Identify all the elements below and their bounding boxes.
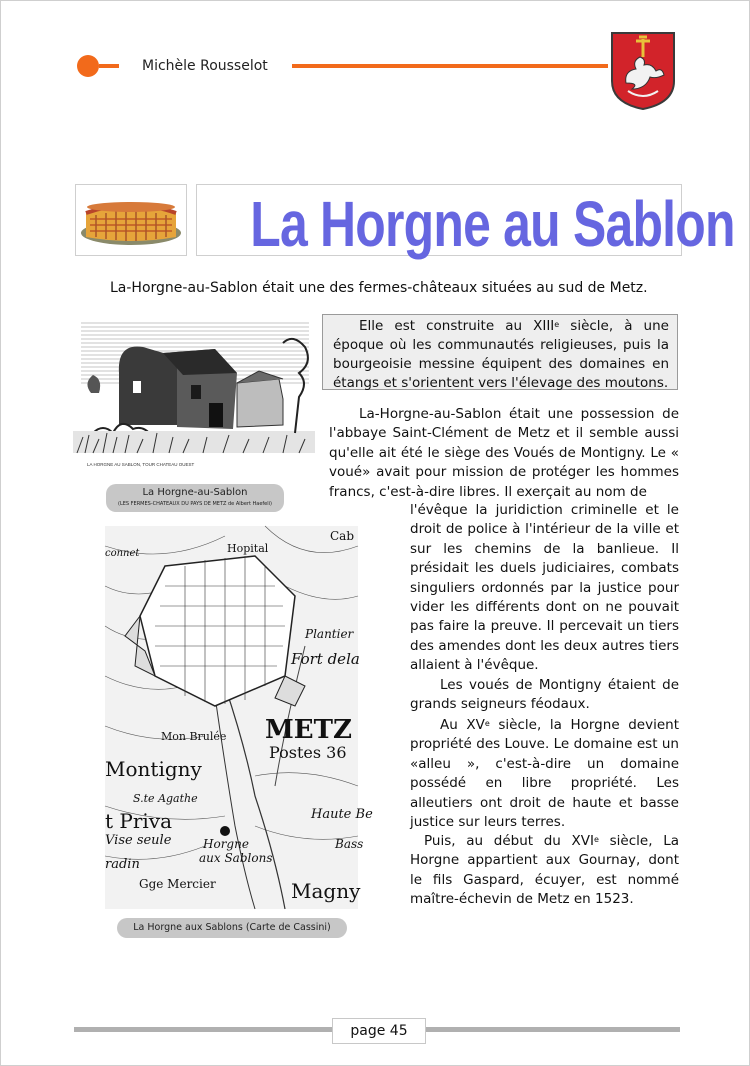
map-label-mon-brulee: Mon Brulée	[161, 730, 227, 743]
stadium-thumbnail-image	[76, 185, 186, 255]
map-label-haute-be: Haute Be	[311, 807, 373, 822]
map-label-aux-sablons: aux Sablons	[199, 851, 273, 865]
title-thumbnail-frame	[75, 184, 187, 256]
page-title: La Horgne au Sablon	[250, 188, 735, 260]
body-paragraph-4: Puis, au début du XVIe siècle, La Horgne appartient aux Gournay, dont le fils Gaspard, écuyer, est nommé maître-échevin de Metz en 1523.	[410, 833, 679, 908]
map-label-horgne: Horgne	[203, 837, 249, 851]
body-paragraph-1-bottom: l'évêque la juridiction criminelle et le droit de police à l'intérieur de la ville et sur les chemins de la banlieue. Il présidait les duels judiciaires, combats singuliers ordonnés par la justice pour vider les différents dont on ne pouvait pas faire la preuve. Il percevait un tiers des amendes dont les deux autres tiers allaient à l'évêque.	[410, 502, 679, 674]
farm-castle-illustration	[73, 313, 315, 478]
illustration-caption-title: La Horgne-au-Sablon	[142, 487, 248, 498]
map-label-plantier: Plantier	[305, 627, 354, 641]
title-frame	[196, 184, 735, 260]
page-number: page 45	[332, 1018, 426, 1044]
highlight-quote-box: Elle est construite au XIIIe siècle, à une époque où les communautés religieuses, puis la bourgeoisie messine équipent des domaines en étangs et s'orientent vers l'élevage des moutons.	[322, 314, 678, 390]
body-paragraph-3: Au XVe siècle, la Horgne devient propriété des Louve. Le domaine est un «alleu », c'est-à-dire un domaine possédé en libre propriété. Les alleutiers ont droit de haute et basse justice sur leurs terres.	[410, 717, 679, 831]
footer-rule-left	[74, 1027, 332, 1032]
cassini-map	[105, 526, 373, 909]
body-paragraph-2: Les voués de Montigny étaient de grands seigneurs féodaux.	[410, 677, 679, 713]
map-label-fort-dela: Fort dela	[291, 650, 360, 668]
map-label-montigny: Montigny	[105, 757, 202, 781]
map-caption: La Horgne aux Sablons (Carte de Cassini)	[117, 918, 347, 938]
author-name: Michèle Rousselot	[142, 58, 268, 74]
map-label-priva: t Priva	[105, 809, 173, 833]
intro-sentence: La-Horgne-au-Sablon était une des fermes-châteaux situées au sud de Metz.	[110, 280, 648, 296]
map-label-magny: Magny	[291, 879, 361, 903]
map-label-metz: METZ	[265, 715, 352, 745]
map-label-vise-seule: Vise seule	[105, 833, 172, 848]
header-accent-dash	[99, 64, 119, 68]
map-label-connet: connet	[105, 548, 140, 559]
body-paragraph-1-top: La-Horgne-au-Sablon était une possession de l'abbaye Saint-Clément de Metz et il semble aussi qu'elle ait été le siège des Voués de Montigny. Le « voué» avait pour mission de protéger les hommes francs, c'est-à-dire libres. Il exerçait au nom de	[329, 406, 679, 500]
map-label-postes: Postes 36	[269, 743, 347, 762]
map-label-mercier: Gge Mercier	[139, 877, 216, 891]
illustration-caption	[106, 484, 284, 512]
map-label-hopital: Hopital	[227, 542, 269, 555]
footer-rule-right	[424, 1027, 680, 1032]
map-label-radin: radin	[105, 857, 140, 872]
map-label-ste-agathe: S.te Agathe	[133, 792, 198, 805]
map-label-bass: Bass	[335, 837, 364, 851]
illustration-inner-label: LA HORGNE AU SABLON, TOUR CHATEAU OUEST	[87, 462, 195, 467]
header-rule	[292, 64, 608, 68]
coat-of-arms-icon	[610, 31, 676, 111]
illustration-caption-source: (LES FERMES-CHATEAUX DU PAYS DE METZ de Albert Haefeli)	[118, 501, 272, 507]
orange-bullet-icon	[77, 55, 99, 77]
map-label-cab: Cab	[330, 529, 355, 543]
